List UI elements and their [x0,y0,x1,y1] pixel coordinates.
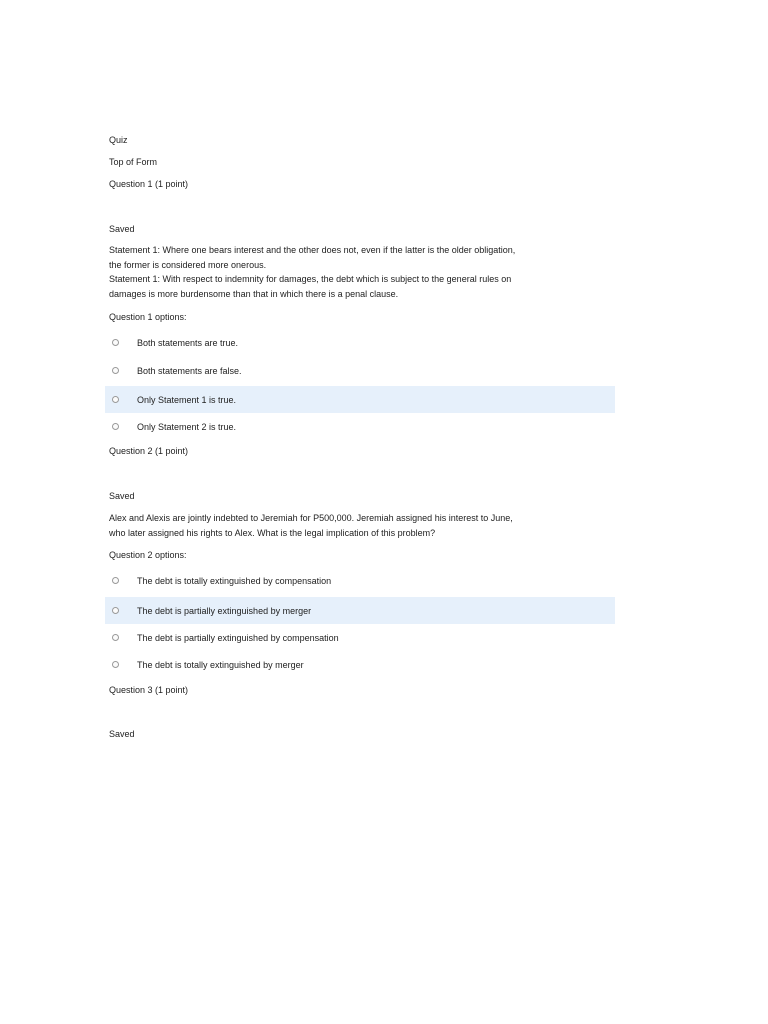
radio-button[interactable] [112,367,119,374]
question-3-header: Question 3 (1 point) [109,685,189,695]
question-2-saved-status: Saved [109,491,135,501]
option-label: Both statements are false. [137,365,242,376]
top-of-form-label: Top of Form [109,157,158,167]
question-1-saved-status: Saved [109,224,135,234]
question-1-options-label: Question 1 options: [109,312,187,322]
question-2-options-label: Question 2 options: [109,550,187,560]
option-label: Both statements are true. [137,337,239,348]
radio-button[interactable] [112,339,119,346]
question-1-text-line: Statement 1: Where one bears interest and the other does not, even if the latter is the older obligation, [109,245,516,255]
radio-button[interactable] [112,423,119,430]
option-label: The debt is partially extinguished by compensation [137,632,339,643]
radio-button[interactable] [112,634,119,641]
question-1-option-only-statement-1[interactable] [105,386,615,413]
question-1-text-line: Statement 1: With respect to indemnity for damages, the debt which is subject to the general rules on [109,274,512,284]
question-1-header: Question 1 (1 point) [109,179,189,189]
question-1-option-only-statement-2[interactable] [105,413,615,440]
option-label: Only Statement 1 is true. [137,394,237,405]
radio-button[interactable] [112,661,119,668]
option-label: The debt is totally extinguished by merger [137,659,304,670]
question-1-text-line: the former is considered more onerous. [109,259,267,270]
option-label: Only Statement 2 is true. [137,421,237,432]
question-1-option-both-true[interactable] [105,329,615,356]
quiz-title: Quiz [109,135,128,145]
option-label: The debt is partially extinguished by merger [137,605,312,616]
question-2-option-partially-merger[interactable] [105,597,615,624]
question-2-option-totally-compensation[interactable] [105,567,615,594]
question-1-text-line: damages is more burdensome than that in which there is a penal clause. [109,288,399,299]
question-2-text [109,511,579,540]
radio-button[interactable] [112,577,119,584]
question-1-text [109,243,579,301]
option-label: The debt is totally extinguished by compensation [137,575,332,586]
question-3-saved-status: Saved [109,729,135,739]
radio-button[interactable] [112,396,119,403]
question-1-option-both-false[interactable] [105,357,615,384]
question-2-text-line: who later assigned his rights to Alex. What is the legal implication of this problem? [109,527,436,538]
question-2-option-totally-merger[interactable] [105,651,615,678]
question-2-option-partially-compensation[interactable] [105,624,615,651]
question-2-header: Question 2 (1 point) [109,446,189,456]
question-2-text-line: Alex and Alexis are jointly indebted to Jeremiah for P500,000. Jeremiah assigned his interest to June, [109,513,513,523]
radio-button[interactable] [112,607,119,614]
